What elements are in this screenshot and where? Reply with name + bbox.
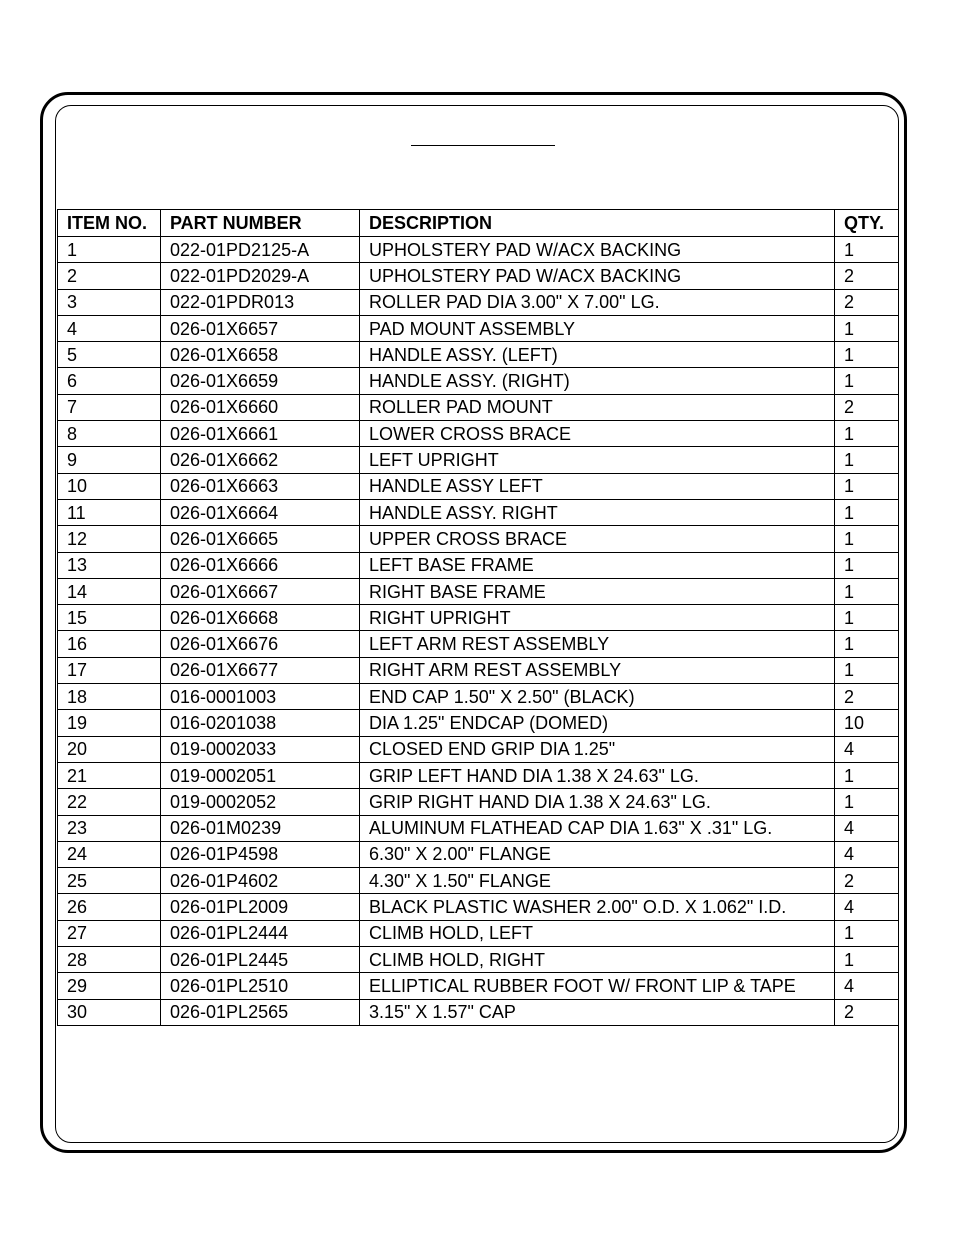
cell-qty: 1 <box>835 237 899 263</box>
cell-qty: 2 <box>835 868 899 894</box>
cell-item-no: 9 <box>58 447 161 473</box>
cell-item-no: 14 <box>58 578 161 604</box>
table-row <box>58 394 899 420</box>
table-row <box>58 920 899 946</box>
cell-description: GRIP LEFT HAND DIA 1.38 X 24.63" LG. <box>360 762 835 788</box>
cell-part-number: 026-01X6664 <box>161 499 360 525</box>
table-row <box>58 789 899 815</box>
table-row <box>58 684 899 710</box>
cell-item-no: 2 <box>58 263 161 289</box>
cell-description: UPHOLSTERY PAD W/ACX BACKING <box>360 263 835 289</box>
header-item-no: ITEM NO. <box>58 210 161 237</box>
table-row <box>58 947 899 973</box>
cell-description: CLIMB HOLD, RIGHT <box>360 947 835 973</box>
table-row <box>58 762 899 788</box>
cell-item-no: 30 <box>58 999 161 1025</box>
cell-item-no: 12 <box>58 526 161 552</box>
cell-item-no: 22 <box>58 789 161 815</box>
cell-qty: 1 <box>835 473 899 499</box>
cell-item-no: 11 <box>58 499 161 525</box>
cell-part-number: 019-0002052 <box>161 789 360 815</box>
cell-description: HANDLE ASSY. (RIGHT) <box>360 368 835 394</box>
table-row <box>58 552 899 578</box>
cell-qty: 10 <box>835 710 899 736</box>
cell-description: CLOSED END GRIP DIA 1.25" <box>360 736 835 762</box>
cell-description: 6.30" X 2.00" FLANGE <box>360 841 835 867</box>
table-header-row <box>58 210 899 237</box>
cell-item-no: 7 <box>58 394 161 420</box>
cell-part-number: 026-01X6662 <box>161 447 360 473</box>
table-row <box>58 421 899 447</box>
cell-qty: 2 <box>835 394 899 420</box>
cell-qty: 1 <box>835 526 899 552</box>
cell-description: END CAP 1.50" X 2.50" (BLACK) <box>360 684 835 710</box>
cell-description: PAD MOUNT ASSEMBLY <box>360 315 835 341</box>
cell-description: LEFT BASE FRAME <box>360 552 835 578</box>
cell-item-no: 10 <box>58 473 161 499</box>
cell-description: LOWER CROSS BRACE <box>360 421 835 447</box>
cell-qty: 2 <box>835 684 899 710</box>
cell-item-no: 6 <box>58 368 161 394</box>
table-row <box>58 973 899 999</box>
cell-description: ALUMINUM FLATHEAD CAP DIA 1.63" X .31" LG. <box>360 815 835 841</box>
cell-part-number: 019-0002051 <box>161 762 360 788</box>
cell-part-number: 026-01PL2445 <box>161 947 360 973</box>
cell-qty: 2 <box>835 999 899 1025</box>
cell-part-number: 026-01X6667 <box>161 578 360 604</box>
table-row <box>58 237 899 263</box>
table-row <box>58 736 899 762</box>
cell-item-no: 8 <box>58 421 161 447</box>
cell-qty: 1 <box>835 920 899 946</box>
cell-description: 4.30" X 1.50" FLANGE <box>360 868 835 894</box>
cell-item-no: 29 <box>58 973 161 999</box>
cell-qty: 1 <box>835 447 899 473</box>
cell-qty: 1 <box>835 552 899 578</box>
cell-item-no: 18 <box>58 684 161 710</box>
cell-description: LEFT ARM REST ASSEMBLY <box>360 631 835 657</box>
cell-part-number: 026-01M0239 <box>161 815 360 841</box>
table-row <box>58 526 899 552</box>
table-row <box>58 578 899 604</box>
cell-part-number: 022-01PD2029-A <box>161 263 360 289</box>
cell-item-no: 17 <box>58 657 161 683</box>
cell-description: RIGHT BASE FRAME <box>360 578 835 604</box>
cell-qty: 1 <box>835 631 899 657</box>
table-row <box>58 710 899 736</box>
table-row <box>58 999 899 1025</box>
cell-item-no: 28 <box>58 947 161 973</box>
cell-part-number: 026-01X6661 <box>161 421 360 447</box>
cell-qty: 4 <box>835 973 899 999</box>
parts-list-table <box>57 209 899 1026</box>
cell-qty: 2 <box>835 289 899 315</box>
cell-part-number: 026-01X6676 <box>161 631 360 657</box>
cell-description: ELLIPTICAL RUBBER FOOT W/ FRONT LIP & TAPE <box>360 973 835 999</box>
header-description: DESCRIPTION <box>360 210 835 237</box>
table-row <box>58 473 899 499</box>
cell-part-number: 026-01X6659 <box>161 368 360 394</box>
cell-item-no: 15 <box>58 605 161 631</box>
cell-part-number: 026-01X6660 <box>161 394 360 420</box>
cell-qty: 1 <box>835 342 899 368</box>
cell-part-number: 026-01PL2444 <box>161 920 360 946</box>
cell-part-number: 016-0001003 <box>161 684 360 710</box>
cell-description: HANDLE ASSY LEFT <box>360 473 835 499</box>
table-row <box>58 868 899 894</box>
table-row <box>58 368 899 394</box>
cell-description: DIA 1.25" ENDCAP (DOMED) <box>360 710 835 736</box>
cell-qty: 4 <box>835 736 899 762</box>
cell-part-number: 026-01X6657 <box>161 315 360 341</box>
cell-description: HANDLE ASSY. RIGHT <box>360 499 835 525</box>
cell-qty: 1 <box>835 578 899 604</box>
table-row <box>58 841 899 867</box>
cell-qty: 4 <box>835 841 899 867</box>
cell-item-no: 4 <box>58 315 161 341</box>
table-row <box>58 315 899 341</box>
cell-qty: 1 <box>835 789 899 815</box>
cell-part-number: 016-0201038 <box>161 710 360 736</box>
cell-item-no: 27 <box>58 920 161 946</box>
cell-description: ROLLER PAD MOUNT <box>360 394 835 420</box>
table-row <box>58 499 899 525</box>
cell-description: CLIMB HOLD, LEFT <box>360 920 835 946</box>
cell-description: 3.15" X 1.57" CAP <box>360 999 835 1025</box>
cell-qty: 1 <box>835 368 899 394</box>
cell-part-number: 026-01X6665 <box>161 526 360 552</box>
cell-part-number: 022-01PD2125-A <box>161 237 360 263</box>
cell-item-no: 23 <box>58 815 161 841</box>
table-row <box>58 289 899 315</box>
cell-item-no: 3 <box>58 289 161 315</box>
cell-item-no: 21 <box>58 762 161 788</box>
cell-part-number: 026-01PL2009 <box>161 894 360 920</box>
cell-item-no: 19 <box>58 710 161 736</box>
cell-description: UPHOLSTERY PAD W/ACX BACKING <box>360 237 835 263</box>
cell-description: BLACK PLASTIC WASHER 2.00" O.D. X 1.062" I.D. <box>360 894 835 920</box>
cell-description: HANDLE ASSY. (LEFT) <box>360 342 835 368</box>
table-row <box>58 815 899 841</box>
cell-description: GRIP RIGHT HAND DIA 1.38 X 24.63" LG. <box>360 789 835 815</box>
cell-item-no: 26 <box>58 894 161 920</box>
cell-item-no: 20 <box>58 736 161 762</box>
cell-description: RIGHT ARM REST ASSEMBLY <box>360 657 835 683</box>
cell-qty: 1 <box>835 657 899 683</box>
cell-description: LEFT UPRIGHT <box>360 447 835 473</box>
cell-qty: 1 <box>835 762 899 788</box>
cell-part-number: 026-01X6658 <box>161 342 360 368</box>
cell-item-no: 13 <box>58 552 161 578</box>
table-row <box>58 263 899 289</box>
table-row <box>58 657 899 683</box>
cell-description: RIGHT UPRIGHT <box>360 605 835 631</box>
cell-part-number: 019-0002033 <box>161 736 360 762</box>
table-row <box>58 631 899 657</box>
cell-qty: 2 <box>835 263 899 289</box>
cell-qty: 4 <box>835 894 899 920</box>
cell-item-no: 25 <box>58 868 161 894</box>
cell-qty: 4 <box>835 815 899 841</box>
cell-qty: 1 <box>835 315 899 341</box>
cell-part-number: 026-01X6668 <box>161 605 360 631</box>
table-row <box>58 894 899 920</box>
cell-part-number: 022-01PDR013 <box>161 289 360 315</box>
cell-part-number: 026-01X6677 <box>161 657 360 683</box>
cell-part-number: 026-01PL2510 <box>161 973 360 999</box>
table-row <box>58 342 899 368</box>
cell-item-no: 1 <box>58 237 161 263</box>
cell-qty: 1 <box>835 947 899 973</box>
title-underline <box>411 145 555 146</box>
table-row <box>58 605 899 631</box>
header-qty: QTY. <box>835 210 899 237</box>
cell-item-no: 5 <box>58 342 161 368</box>
table-row <box>58 447 899 473</box>
cell-part-number: 026-01PL2565 <box>161 999 360 1025</box>
cell-description: UPPER CROSS BRACE <box>360 526 835 552</box>
cell-description: ROLLER PAD DIA 3.00" X 7.00" LG. <box>360 289 835 315</box>
cell-part-number: 026-01X6666 <box>161 552 360 578</box>
cell-part-number: 026-01P4602 <box>161 868 360 894</box>
cell-part-number: 026-01X6663 <box>161 473 360 499</box>
cell-part-number: 026-01P4598 <box>161 841 360 867</box>
header-part-number: PART NUMBER <box>161 210 360 237</box>
cell-qty: 1 <box>835 605 899 631</box>
cell-qty: 1 <box>835 421 899 447</box>
cell-item-no: 16 <box>58 631 161 657</box>
cell-item-no: 24 <box>58 841 161 867</box>
cell-qty: 1 <box>835 499 899 525</box>
